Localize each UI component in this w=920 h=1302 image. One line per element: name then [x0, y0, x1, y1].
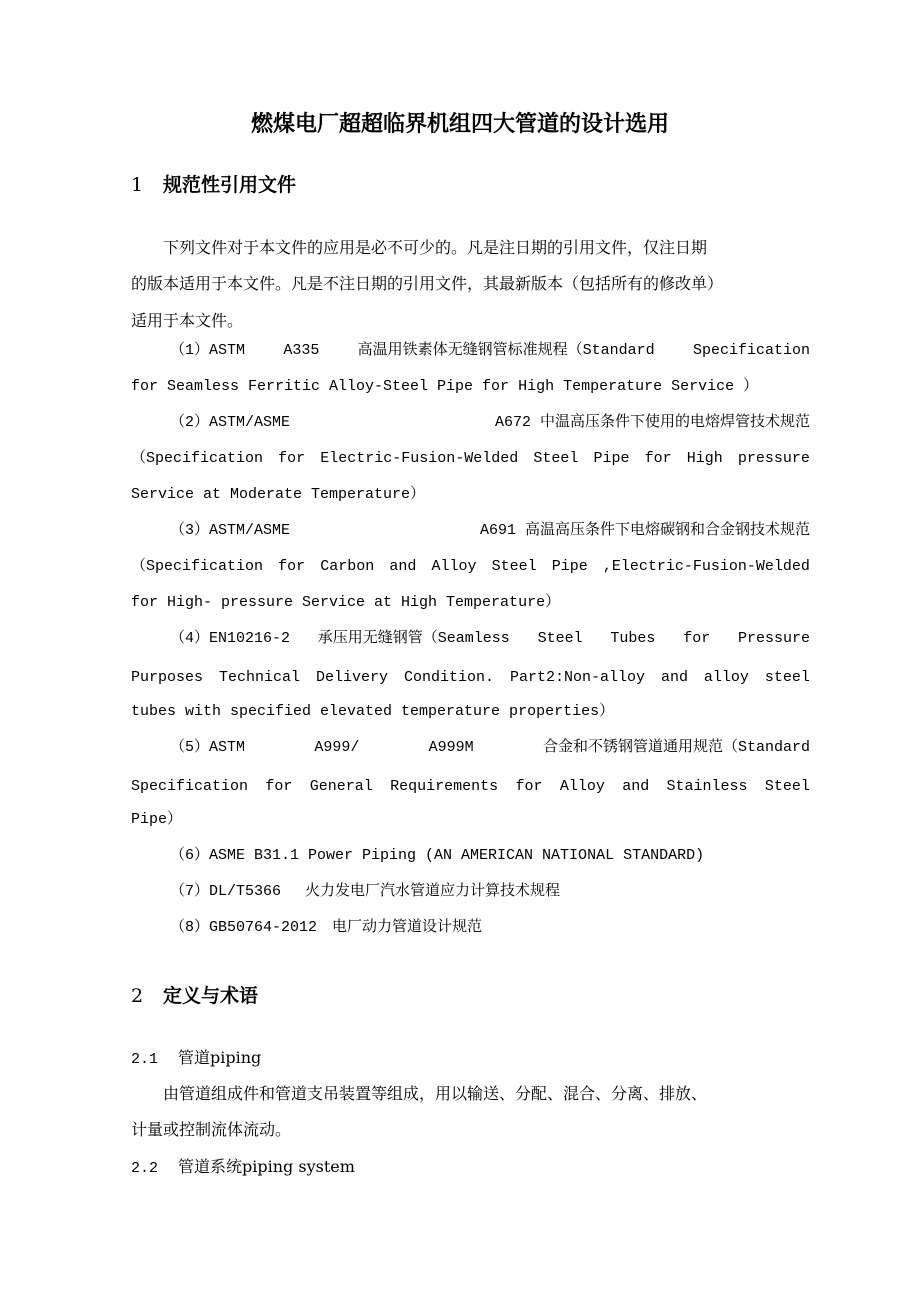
- reference-5-line-1: [170, 740, 810, 755]
- text-run: Requirements: [390, 778, 499, 795]
- text-run: A672 中温高压条件下使用的电熔焊管技术规范: [494, 414, 810, 431]
- text-run: 承压用无缝钢管（Seamless: [317, 630, 510, 647]
- text-run: pressure: [737, 450, 810, 467]
- reference-3-line-2: [131, 559, 810, 574]
- text-run: for: [644, 450, 672, 467]
- text-run: Part2:Non-alloy: [509, 669, 645, 686]
- reference-2-line-1: [170, 415, 810, 430]
- text-run: A691 高温高压条件下电熔碳钢和合金钢技术规范: [479, 522, 810, 539]
- text-run: for: [265, 778, 293, 795]
- text-run: Carbon: [320, 558, 375, 575]
- text-run: （4）EN10216-2: [170, 630, 291, 647]
- section-2-heading: [131, 987, 258, 1006]
- text-run: Steel: [537, 630, 583, 647]
- term-number: 2.2: [131, 1160, 159, 1177]
- text-run: 高温用铁素体无缝钢管标准规程（Standard: [357, 342, 655, 359]
- text-run: A335: [283, 342, 320, 359]
- term-name: 管道系统piping system: [178, 1157, 355, 1176]
- section-title: 定义与术语: [163, 985, 259, 1007]
- paragraph-line: 的版本适用于本文件。凡是不注日期的引用文件，其最新版本（包括所有的修改单）: [131, 274, 724, 293]
- text-run: 合金和不锈钢管道通用规范（Standard: [542, 739, 810, 756]
- text-run: for: [683, 630, 711, 647]
- section-title: 规范性引用文件: [163, 174, 297, 196]
- text-run: （Specification: [131, 558, 264, 575]
- term-2-1: [131, 1050, 261, 1067]
- text-run: General: [309, 778, 373, 795]
- text-run: Alloy: [431, 558, 477, 575]
- text-run: High: [686, 450, 723, 467]
- text-run: Specification: [131, 778, 249, 795]
- section-number: 2: [131, 985, 144, 1007]
- reference-4-line-1: [170, 631, 810, 646]
- reference-6: （6）ASME B31.1 Power Piping (AN AMERICAN NATIONAL STANDARD): [170, 847, 705, 864]
- text-run: Alloy: [559, 778, 605, 795]
- term-2-2: [131, 1159, 355, 1176]
- text-run: for: [278, 450, 306, 467]
- text-run: Condition.: [403, 669, 494, 686]
- reference-2-line-3: Service at Moderate Temperature）: [131, 486, 426, 503]
- text-run: Delivery: [315, 669, 388, 686]
- text-run: （3）ASTM/ASME: [170, 522, 291, 539]
- reference-5-line-2: [131, 779, 810, 794]
- text-run: Stainless: [666, 778, 748, 795]
- text-run: Steel: [764, 778, 810, 795]
- section-number: 1: [131, 174, 144, 196]
- text-run: Electric-Fusion-Welded: [320, 450, 519, 467]
- text-run: （5）ASTM: [170, 739, 246, 756]
- text-run: A999/: [314, 739, 360, 756]
- text-run: and: [660, 669, 688, 686]
- text-run: Pressure: [737, 630, 810, 647]
- term-name: 管道piping: [178, 1048, 262, 1067]
- text-run: for: [515, 778, 543, 795]
- text-run: for: [278, 558, 306, 575]
- text-run: Specification: [692, 342, 810, 359]
- text-run: ,Electric-Fusion-Welded: [602, 558, 810, 575]
- text-run: （Specification: [131, 450, 264, 467]
- reference-4-line-3: tubes with specified elevated temperature properties）: [131, 703, 615, 720]
- text-run: Steel: [533, 450, 579, 467]
- text-run: Technical: [218, 669, 300, 686]
- reference-4-line-2: [131, 670, 810, 685]
- reference-3-line-3: for High- pressure Service at High Temperature）: [131, 594, 561, 611]
- reference-7: （7）DL/T5366 火力发电厂汽水管道应力计算技术规程: [170, 883, 561, 900]
- text-run: steel: [764, 669, 810, 686]
- reference-3-line-1: [170, 523, 810, 538]
- text-run: Steel: [491, 558, 537, 575]
- term-number: 2.1: [131, 1051, 159, 1068]
- text-run: and: [622, 778, 650, 795]
- paragraph-line: 适用于本文件。: [131, 311, 244, 330]
- text-run: Purposes: [131, 669, 204, 686]
- paragraph-line: 计量或控制流体流动。: [131, 1120, 292, 1139]
- reference-1-line-2: for Seamless Ferritic Alloy-Steel Pipe for High Temperature Service ）: [131, 378, 759, 395]
- text-run: Pipe: [551, 558, 588, 575]
- text-run: （1）ASTM: [170, 342, 246, 359]
- text-run: A999M: [428, 739, 474, 756]
- document-title: 燃煤电厂超超临界机组四大管道的设计选用: [250, 112, 669, 137]
- text-run: Pipe: [593, 450, 630, 467]
- paragraph-line: 由管道组成件和管道支吊装置等组成，用以输送、分配、混合、分离、排放、: [163, 1084, 708, 1103]
- paragraph-line: 下列文件对于本文件的应用是必不可少的。凡是注日期的引用文件，仅注日期: [163, 238, 708, 257]
- text-run: Tubes: [610, 630, 656, 647]
- text-run: alloy: [703, 669, 749, 686]
- reference-5-line-3: Pipe）: [131, 811, 183, 828]
- text-run: （2）ASTM/ASME: [170, 414, 291, 431]
- reference-1-line-1: [170, 343, 810, 358]
- reference-8: （8）GB50764-2012 电厂动力管道设计规范: [170, 919, 483, 936]
- reference-2-line-2: [131, 451, 810, 466]
- section-1-heading: [131, 176, 296, 195]
- text-run: and: [389, 558, 417, 575]
